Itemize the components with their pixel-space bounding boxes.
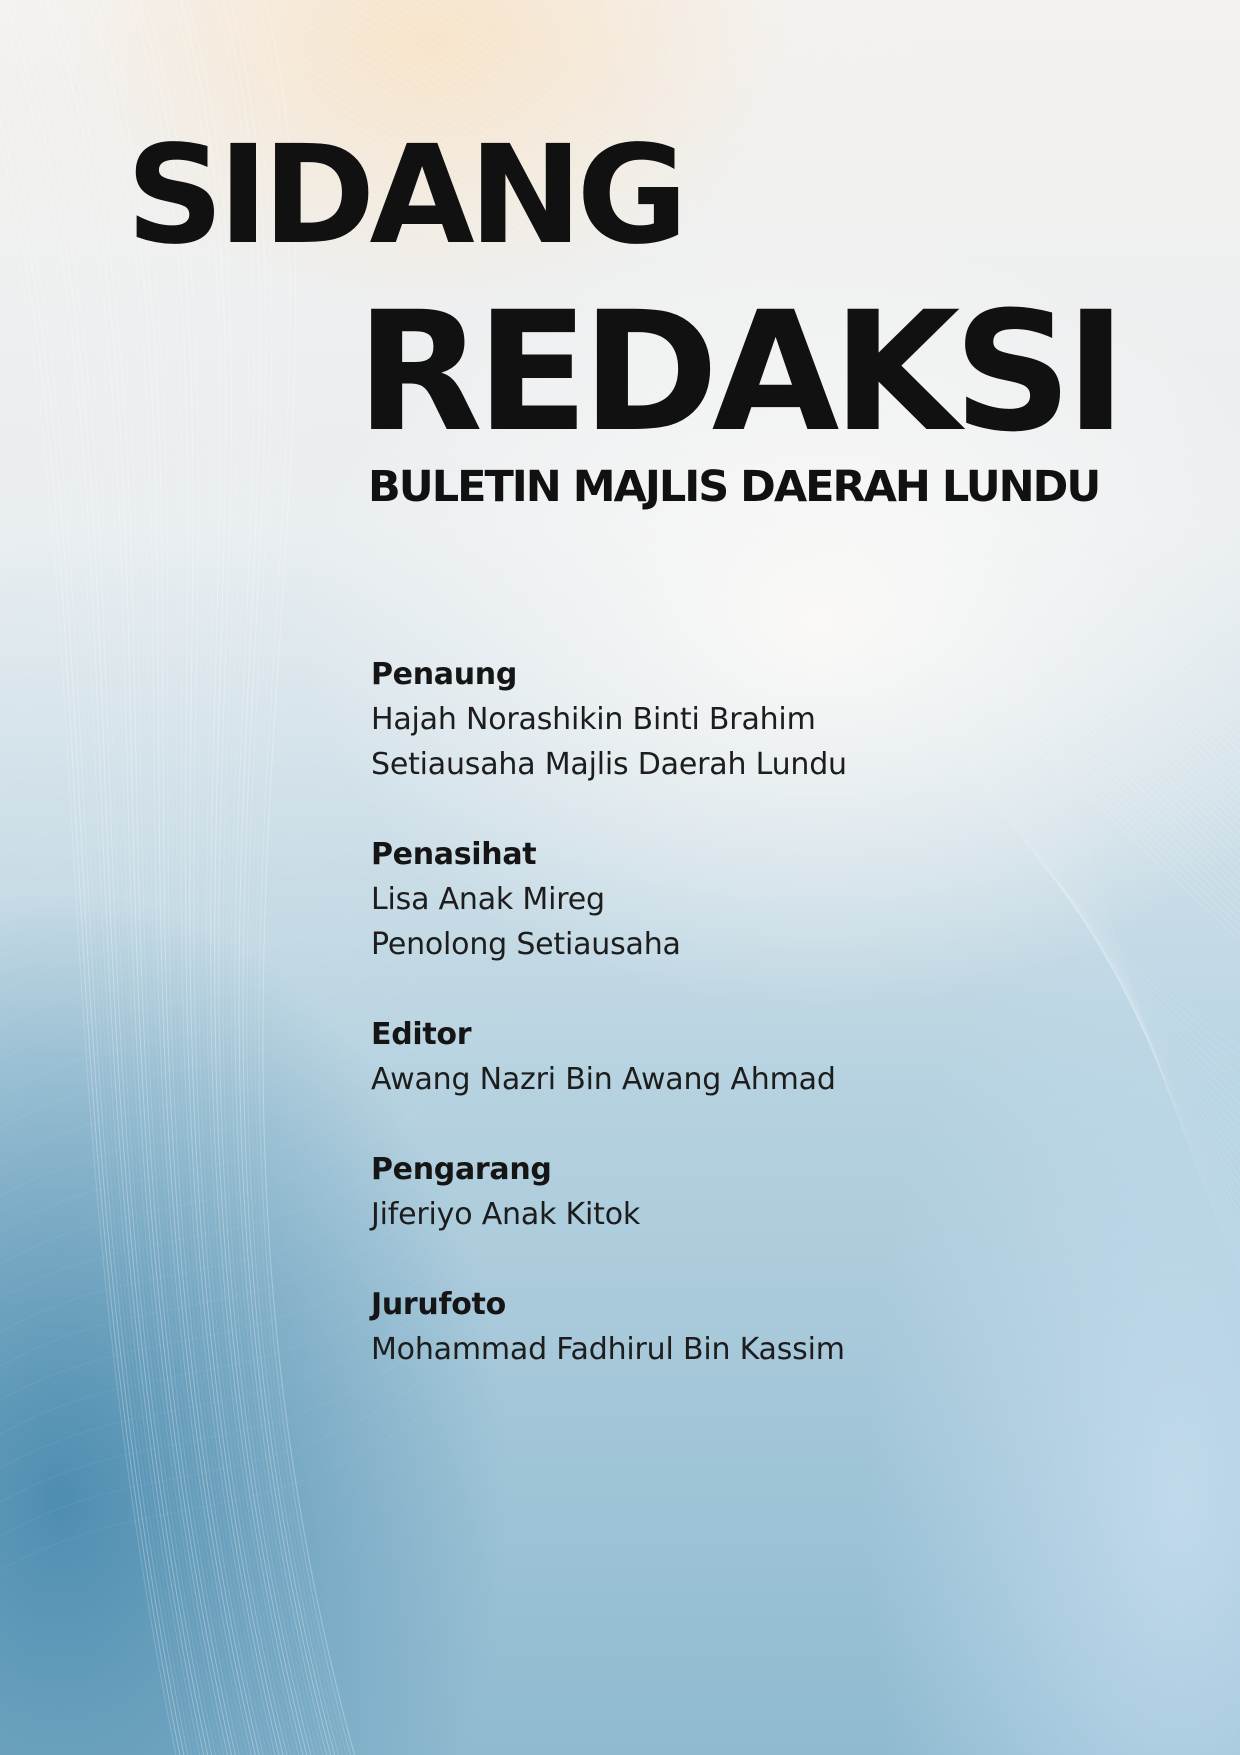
credit-role: Pengarang [371, 1152, 552, 1187]
credit-role: Penasihat [371, 837, 537, 872]
credit-position: Penolong Setiausaha [371, 927, 681, 962]
credit-name: Hajah Norashikin Binti Brahim [371, 702, 816, 737]
credit-position: Setiausaha Majlis Daerah Lundu [371, 747, 847, 782]
credit-role: Jurufoto [371, 1287, 506, 1322]
title-redaksi: REDAKSI [356, 276, 1120, 468]
credit-role: Editor [371, 1017, 472, 1052]
credit-penasihat [371, 832, 1131, 967]
editorial-credits [371, 652, 1131, 1417]
credit-jurufoto [371, 1282, 1131, 1372]
credit-pengarang [371, 1147, 1131, 1237]
credit-penaung [371, 652, 1131, 787]
credit-editor [371, 1012, 1131, 1102]
credit-name: Jiferiyo Anak Kitok [371, 1197, 641, 1232]
title-sidang: SIDANG [126, 117, 683, 275]
credit-name: Awang Nazri Bin Awang Ahmad [371, 1062, 836, 1097]
credit-name: Mohammad Fadhirul Bin Kassim [371, 1332, 845, 1367]
credit-name: Lisa Anak Mireg [371, 882, 605, 917]
bulletin-subtitle: BULETIN MAJLIS DAERAH LUNDU [368, 462, 1100, 512]
credit-role: Penaung [371, 657, 518, 692]
